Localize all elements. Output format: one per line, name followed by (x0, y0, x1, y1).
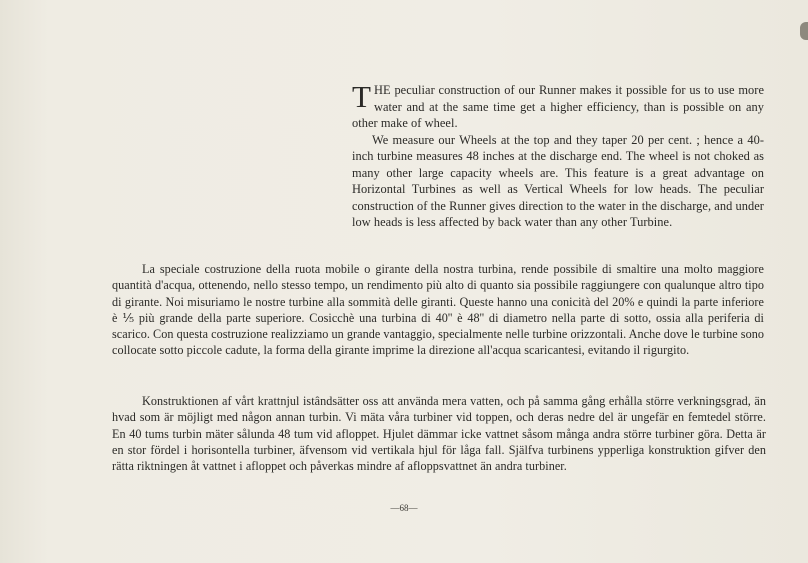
english-paragraph-2: We measure our Wheels at the top and they taper 20 per cent. ; hence a 40-inch turbine measures 48 inches at the discharge end. The wheel is not choked as many other large capacity wheels are. This feature is a great advantage on Horizontal Turbines as well as Vertical Wheels for low heads. The peculiar construction of the Runner gives direction to the water in the discharge, and under low heads is less affected by back water than any other Turbine. (352, 132, 764, 229)
english-paragraph-1-text: HE peculiar construction of our Runner makes it possible for us to use more water and at the same time get a higher efficiency, than is possible on any other make of wheel. (352, 83, 764, 130)
swedish-paragraph: Konstruktionen af vårt krattnjul istândsätter oss att använda mera vatten, och på samma gång erhålla större verkningsgrad, än hvad som är möjligt med någon annan turbin. Vi mäta våra turbiner vid toppen, och deras nedre del är ungefär en femtedel större. En 40 tums turbin mäter sålunda 48 tum vid afloppet. Hjulet dämmar icke vattnet såsom många andra större turbiner göra. Detta är en stor fördel i horisontella turbiner, äfvensom vid vertikala hjul för låga fall. Själfva turbinens ypperliga konstruktion gifver den rätta riktningen åt vattnet i afloppet och påverkas mindre af afloppsvattnet än andra turbiner. (112, 394, 766, 474)
italian-paragraph: La speciale costruzione della ruota mobile o girante della nostra turbina, rende possibile di smaltire una molto maggiore quantità d'acqua, ottenendo, nello stesso tempo, un rendimento più alto di quanto sia possibile raggiungere con qualunque altro tipo di girante. Noi misuriamo le nostre turbine alla sommità delle giranti. Queste hanno una conicità del 20% e quindi la parte inferiore è ⅕ più grande della parte superiore. Cosicchè una turbina di 40'' è 48'' di diametro nella parte di sotto, ossia alla periferia di scarico. Con questa costruzione realizziamo un grande vantaggio, specialmente nelle turbine orizzontali. Anche dove le turbine sono collocate sotto piccole cadute, la forma della girante imprime la direzione all'acqua scaricantesi, evitando il rigurgito. (112, 262, 764, 358)
binding-mark (800, 22, 808, 40)
english-text (352, 79, 764, 231)
mill-photograph (96, 56, 346, 242)
english-paragraph-1 (352, 79, 764, 132)
drop-cap: T (352, 79, 371, 114)
page-number: —68— (390, 503, 418, 513)
